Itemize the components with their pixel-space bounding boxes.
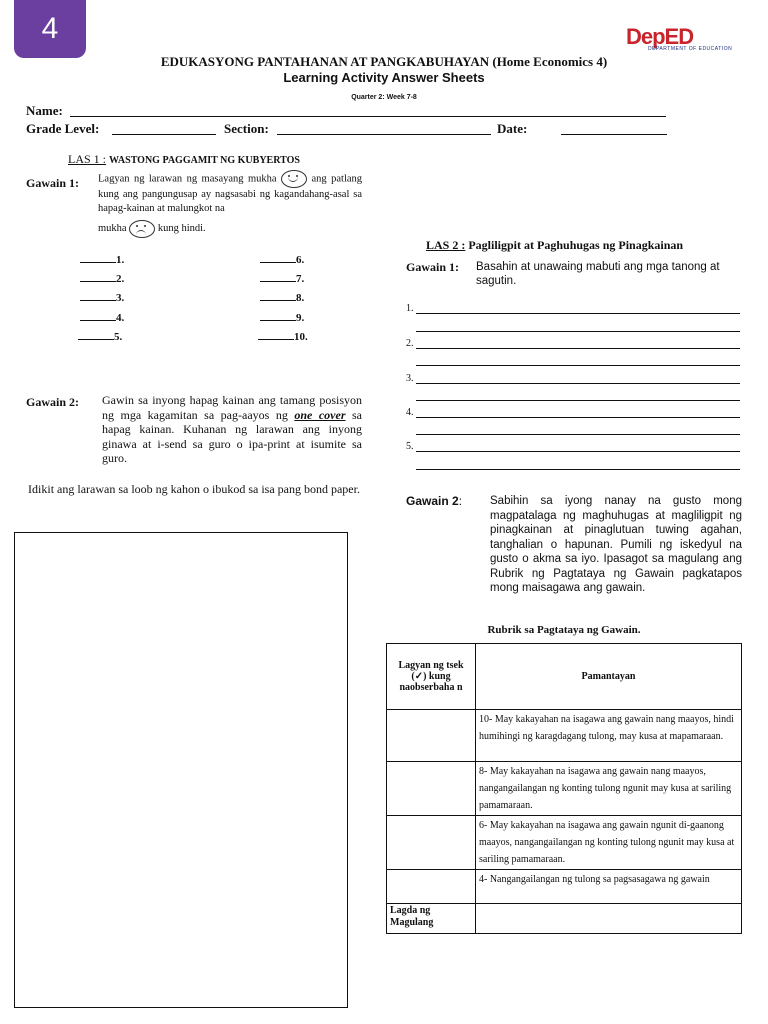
rubrik-table [386,643,742,934]
sad-face-icon [129,220,155,238]
page-title: EDUKASYONG PANTAHANAN AT PANGKABUHAYAN (Home Economics 4) [160,54,608,69]
answer-blank[interactable]: 6. [260,252,304,266]
las2-gawain1-label: Gawain 1: [406,260,460,274]
rubrik-criterion: 8- May kakayahan na isagawa ang gawain nang maayos, nangangailangan ng konting tulong ngunit may kusa at sariling pamamaraan. [476,762,742,816]
rubrik-check-cell[interactable] [387,762,476,816]
parent-signature-field[interactable] [476,904,742,934]
date-field[interactable] [561,122,667,135]
las2-title: Pagliligpit at Paghuhugas ng Pinagkainan [468,238,684,252]
answer-blank[interactable]: 7. [260,271,304,285]
answer-blank[interactable]: 10. [258,329,308,343]
grade-badge: 4 [14,0,86,58]
answer-blank[interactable]: 3. [80,290,124,304]
answer-line[interactable] [416,469,740,470]
date-label: Date: [497,121,528,136]
section-field[interactable] [277,122,491,135]
las1-gawain1-label: Gawain 1: [26,176,80,190]
question-number: 2. [406,338,414,349]
parent-signature-label: Lagda ng Magulang [387,904,476,934]
section-label: Section: [224,121,269,136]
name-label: Name: [26,103,63,118]
answer-blank[interactable]: 1. [80,252,124,266]
deped-logo [626,24,748,50]
las2-gawain1-text: Basahin at unawaing mabuti ang mga tanong at sagutin. [476,261,720,287]
answer-line[interactable] [416,451,740,452]
grade-level-field[interactable] [112,122,216,135]
rubrik-col1-header: Lagyan ng tsek (✓) kung naobserbaha n [387,644,476,710]
las1-gawain1-text-b: ang [311,173,327,185]
answer-line[interactable] [416,313,740,314]
page-subtitle: Learning Activity Answer Sheets [283,70,485,85]
answer-line[interactable] [416,400,740,401]
las2-heading [426,238,683,253]
las1-heading [68,152,300,167]
answer-line[interactable] [416,331,740,332]
answer-blank[interactable]: 5. [78,329,122,343]
answer-line[interactable] [416,383,740,384]
grade-level-label: Grade Level: [26,121,100,136]
rubrik-check-cell[interactable] [387,816,476,870]
answer-blank[interactable]: 9. [260,310,304,324]
las1-gawain1-text-e: kung hindi. [157,223,206,234]
las2-gawain2-label: Gawain 2: [406,494,463,508]
quarter-label: Quarter 2: Week 7-8 [351,94,417,101]
rubrik-check-cell[interactable] [387,870,476,904]
las1-title: WASTONG PAGGAMIT NG KUBYERTOS [109,155,300,166]
rubrik-criterion: 10- May kakayahan na isagawa ang gawain nang maayos, hindi humihingi ng karagdagang tulong, may kusa at mapamaraan. [476,710,742,762]
rubrik-check-cell[interactable] [387,710,476,762]
las1-gawain1-text-c: patlang kung ang pangungusap ay nagsasabi ng kagandahang-asal sa hapag-kainan at malungkot na [98,173,363,214]
rubrik-criterion: 6- May kakayahan na isagawa ang gawain ngunit di-gaanong maayos, nangangailangan ng konting tulong ngunit may kusa at sariling pamamaraan. [476,816,742,870]
las1-label: LAS 1 : [68,152,107,166]
photo-instruction: Idikit ang larawan sa loob ng kahon o ibukod sa isa pang bond paper. [28,482,360,496]
rubrik-col2-header: Pamantayan [476,644,742,710]
answer-blank[interactable]: 8. [260,290,304,304]
answer-line[interactable] [416,348,740,349]
one-cover-emphasis: one cover [294,407,346,422]
answer-blank[interactable]: 2. [80,271,124,285]
answer-blank[interactable]: 4. [80,310,124,324]
question-number: 1. [406,303,414,314]
las1-gawain2-label: Gawain 2: [26,395,80,409]
answer-line[interactable] [416,365,740,366]
las2-gawain2-text: Sabihin sa iyong nanay na gusto mong magpatalaga ng maghuhugas at magliligpit ng pinagkainan at pinaglutuan tuwing agahan, tanghalian o hapunan. Pumili ng iskedyul na gusto o akma sa iyo. Ipasagot sa magulang ang Rubrik ng Pagtataya ng Gawain pagkatapos mong maisagawa ang gawain. [490,495,742,594]
rubrik-criterion: 4- Nangangailangan ng tulong sa pagsasagawa ng gawain [476,870,742,904]
rubrik-title: Rubrik sa Pagtataya ng Gawain. [487,624,641,636]
las1-gawain1-text [98,170,362,238]
las1-gawain1-text-d: mukha [98,223,127,234]
photo-paste-box[interactable] [14,532,348,1008]
las1-gawain2-text: Gawin sa inyong hapag kainan ang tamang posisyon ng mga kagamitan sa pag-aayos ng one cover sa hapag kainan. Kuhanan ng larawan ang inyong ginawa at i-send sa guro o ipa-print at isumite sa guro. [102,393,363,465]
las2-label: LAS 2 : [426,238,466,252]
answer-line[interactable] [416,434,740,435]
name-field[interactable] [70,104,666,117]
question-number: 3. [406,373,414,384]
question-number: 4. [406,407,414,418]
answer-line[interactable] [416,417,740,418]
las1-gawain1-text-a: Lagyan ng larawan ng masayang mukha [98,173,277,185]
happy-face-icon [281,170,307,188]
deped-logo-text: DepED [626,24,694,49]
deped-logo-subtitle: DEPARTMENT OF EDUCATION [648,46,733,52]
question-number: 5. [406,441,414,452]
